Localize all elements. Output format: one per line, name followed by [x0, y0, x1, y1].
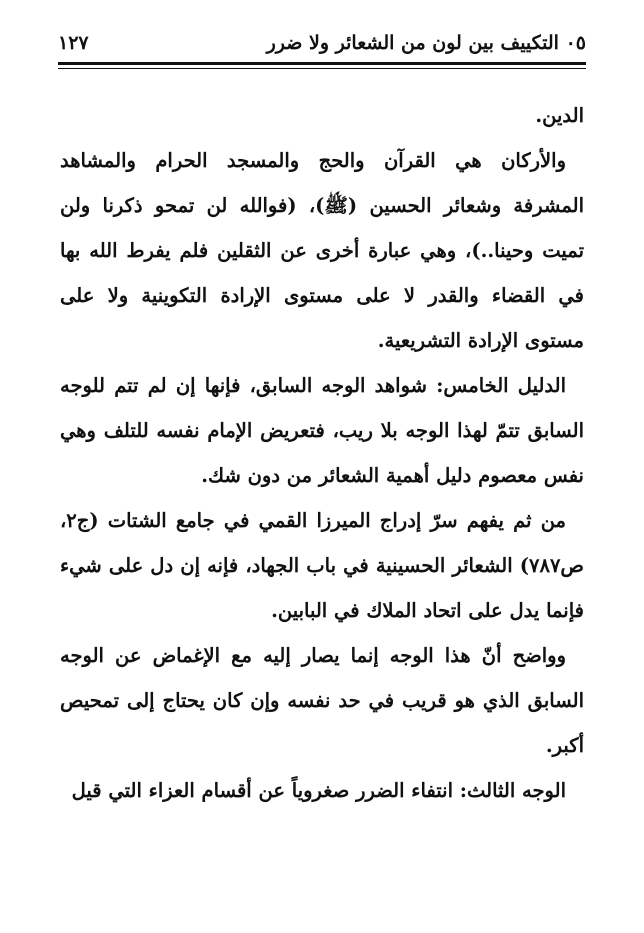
paragraph-pillars: والأركان هي القرآن والحج والمسجد الحرام والمشاهد المشرفة وشعائر الحسين (ﷺ)، (فوالله لن تمحو ذكرنا ولن تميت وحينا..)، وهي عبارة أخرى عن الثقلين فلم يفرط الله بها في القضاء والقدر لا على مستوى الإرادة التكوينية ولا على مستوى الإرادة التشريعية. [60, 149, 584, 352]
paragraph-continuation: الدين. [535, 104, 584, 127]
header-rule-thin [58, 68, 586, 69]
running-title: ٠٥ التكييف بين لون من الشعائر ولا ضرر [266, 32, 586, 54]
paragraph-fifth-proof: الدليل الخامس: شواهد الوجه السابق، فإنها إن لم تتم للوجه السابق تتمّ لهذا الوجه بلا ريب، فتعريض الإمام نفسه للتلف وهي نفس معصوم دليل أهمية الشعائر من دون شك. [60, 374, 584, 487]
page-number: ١٢٧ [58, 32, 89, 54]
paragraph-mirza-qummi: من ثم يفهم سرّ إدراج الميرزا القمي في جامع الشتات (ج٢، ص٧٨٧) الشعائر الحسينية في باب الجهاد، فإنه إن دل على شيء فإنما يدل على اتحاد الملاك في البابين. [60, 509, 584, 622]
body-text [60, 93, 584, 813]
page-header [58, 30, 586, 62]
paragraph-clarification: وواضح أنّ هذا الوجه إنما يصار إليه مع الإغماض عن الوجه السابق الذي هو قريب في حد نفسه وإن كان يحتاج إلى تمحيص أكبر. [60, 644, 584, 757]
paragraph-third-aspect: الوجه الثالث: انتفاء الضرر صغروياً عن أقسام العزاء التي قيل [71, 779, 566, 802]
header-rule-thick [58, 62, 586, 65]
